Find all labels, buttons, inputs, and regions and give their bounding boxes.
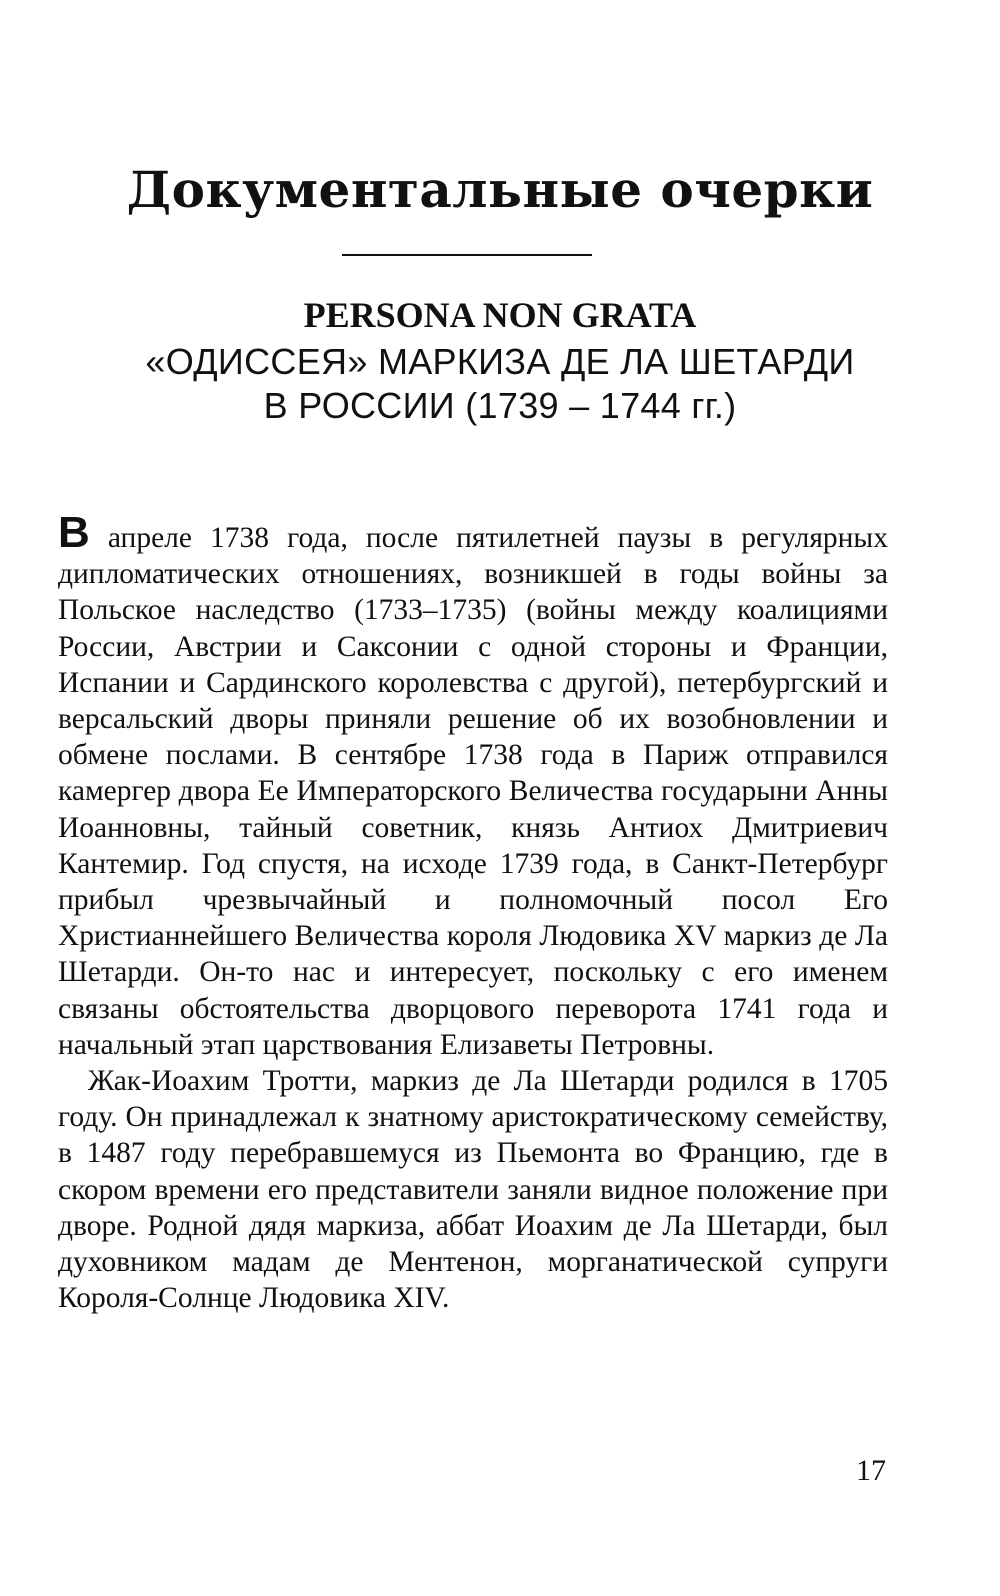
title-divider — [342, 254, 592, 256]
chapter-subtitle-line-2: В РОССИИ (1739 – 1744 гг.) — [263, 385, 737, 426]
paragraph-1-text: апреле 1738 года, после пятилетней паузы в регулярных дипломатических отношениях, возникшей в годы войны за Польское наследство (1733–1735) (войны между коалициями России, Австрии и Саксонии с одной стороны и Франции, Испании и Сардинского королевства с другой), петербургский и версальский дворы приняли решение об их возобновлении и обмене послами. В сентябре 1738 года в Париж отправился камергер двора Ее Императорского Величества государыни Анны Иоанновны, тайный советник, князь Антиох Дмитриевич Кантемир. Год спустя, на исходе 1739 года, в Санкт-Петербург прибыл чрезвычайный и полномочный посол Его Христианнейшего Величества короля Людовика XV маркиз де Ла Шетарди. Он-то нас и интересует, поскольку с его именем связаны обстоятельства дворцового переворота 1741 года и начальный этап царствования Елизаветы Петровны. — [58, 522, 888, 1061]
page-number: 17 — [856, 1454, 886, 1487]
drop-cap: В — [58, 508, 90, 557]
chapter-title: PERSONA NON GRATA — [303, 295, 697, 335]
body-text — [58, 508, 888, 1316]
paragraph-1 — [58, 508, 888, 1063]
chapter-subtitle-line-1: «ОДИССЕЯ» МАРКИЗА ДЕ ЛА ШЕТАРДИ — [145, 341, 855, 382]
section-title: Документальные очерки — [126, 160, 874, 219]
chapter-subtitle — [0, 340, 1000, 428]
paragraph-2: Жак-Иоахим Тротти, маркиз де Ла Шетарди родился в 1705 году. Он принадлежал к знатному аристократическому семейству, в 1487 году перебравшемуся из Пьемонта во Францию, где в скором времени его представители заняли видное положение при дворе. Родной дядя маркиза, аббат Иоахим де Ла Шетарди, был духовником мадам де Ментенон, морганатической супруги Короля-Солнце Людовика XIV. — [58, 1065, 888, 1315]
